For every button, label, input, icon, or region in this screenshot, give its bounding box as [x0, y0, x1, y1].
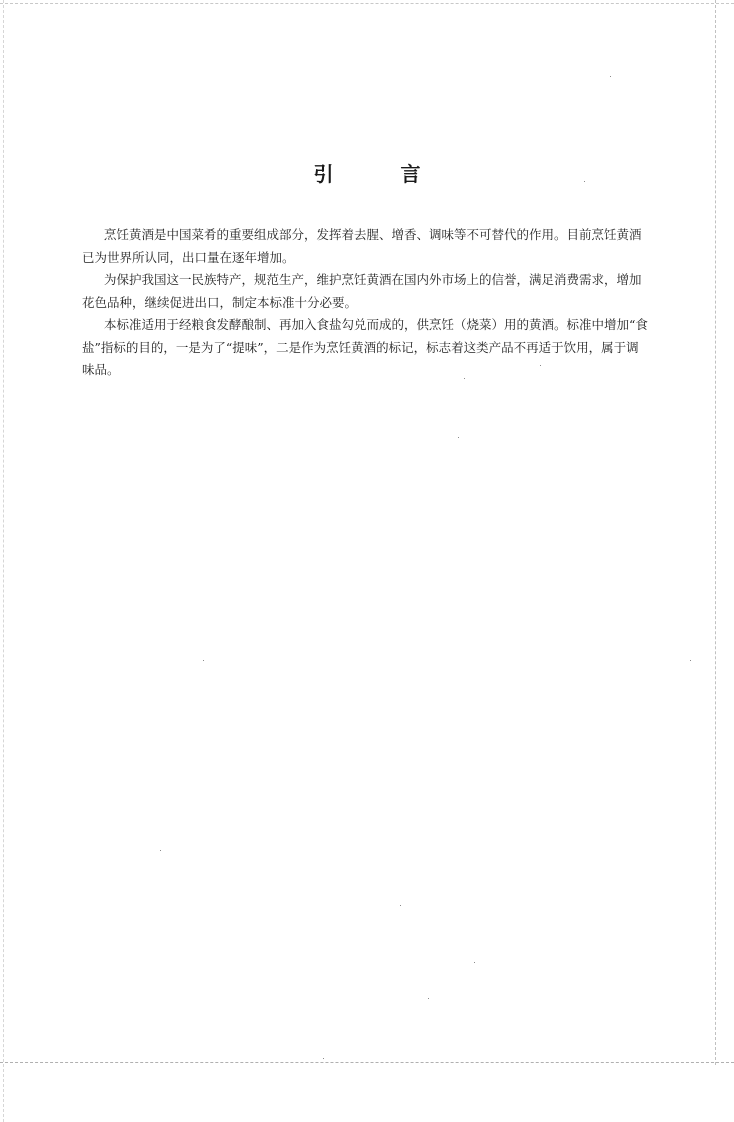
scan-edge-bottom — [0, 1062, 734, 1063]
scan-speck — [474, 962, 475, 963]
scan-speck — [610, 76, 611, 77]
paragraph-line: 为保护我国这一民族特产，规范生产，维护烹饪黄酒在国内外市场上的信誉，满足消费需求，增加 — [104, 272, 642, 287]
paragraph-line: 已为世界所认同，出口量在逐年增加。 — [82, 249, 295, 265]
paragraph — [82, 224, 668, 269]
paragraph-line: 花色品种，继续促进出口，制定本标准十分必要。 — [82, 294, 358, 310]
body-text — [82, 224, 668, 382]
page-title: 引 言 — [313, 162, 451, 186]
paragraph — [82, 269, 668, 314]
scan-speck — [323, 1058, 324, 1059]
scan-edge-top — [0, 3, 734, 4]
paragraph-line: 烹饪黄酒是中国菜肴的重要组成部分，发挥着去腥、增香、调味等不可替代的作用。目前烹饪黄酒 — [104, 227, 642, 242]
scan-speck — [458, 437, 459, 438]
scan-speck — [690, 660, 691, 661]
paragraph-line: 味品。 — [82, 362, 120, 377]
paragraph — [82, 314, 668, 382]
paragraph-line: 本标准适用于经粮食发酵酿制、再加入食盐勾兑而成的，供烹饪（烧菜）用的黄酒。标准中增加“食 — [104, 317, 648, 332]
scan-speck — [203, 660, 204, 661]
scan-speck — [428, 998, 429, 999]
paragraph-line: 盐”指标的目的，一是为了“提味”，二是作为烹饪黄酒的标记，标志着这类产品不再适于饮用，属于调 — [82, 339, 639, 355]
scan-speck — [400, 905, 401, 906]
scan-speck — [160, 850, 161, 851]
